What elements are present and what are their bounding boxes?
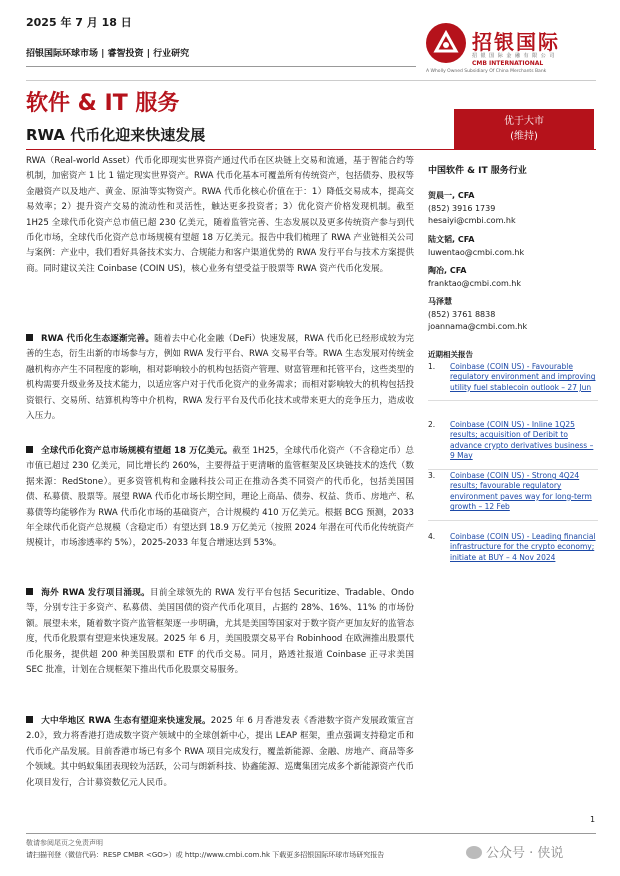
related-report-link[interactable]: Coinbase (COIN US) - Inline 1Q25 results; acquisition of Deribit to advance crypto derivatives business – 9 May <box>450 420 594 461</box>
related-report-item <box>428 471 600 521</box>
related-report-number: 3. <box>428 471 436 480</box>
analyst-name: 贺晨一, CFA <box>428 191 475 200</box>
section-heading: RWA 代币化生态逐渐完善。 <box>41 334 155 344</box>
analyst-email[interactable]: joannama@cmbi.com.hk <box>428 322 528 331</box>
related-report-number: 2. <box>428 420 436 429</box>
section-text: 随着去中心化金融（DeFi）快速发展，RWA 代币化已经形成较为完善的生态，衍生出新的市场参与方，例如 RWA 发行平台、RWA 交易平台等。RWA 生态发展对传统金融机构亦产生不同程度的影响，相对影响较小的机构包括资产管理、财富管理和托管平台，这些类型的机构需要升级业务及技术能力，以适应客户对于代币化资产的业务需求；而相对影响较大的机构包括投资银行、交易所、结算机构等中介机构，RWA 发行平台及代币化技术或带来更大的竞争压力，造成收入压力。 <box>26 334 414 422</box>
analyst-card <box>428 190 516 228</box>
section-greater-china <box>26 714 414 791</box>
rating-value: 优于大市 <box>504 116 544 127</box>
related-report-link[interactable]: Coinbase (COIN US) - Leading financial infrastructure for the crypto economy; initiate at BUY – 4 Nov 2024 <box>450 532 596 562</box>
wechat-icon <box>466 846 482 859</box>
section-heading: 海外 RWA 发行项目涌现。 <box>41 588 150 598</box>
section-text: 截至 1H25，全球代币化资产（不含稳定币）总市值已超过 230 亿美元，同比增长约 260%，主要得益于更清晰的监管框架及区块链技术的迭代（数据来源：RedStone）。更多资管机构和金融科技公司正在推动各类不同资产的代币化，包括美国国债、私募债、股票等。展望 RWA 代币化市场长期空间，理论上商品、债券、权益、货币、房地产、私募债等均能够作为 RWA 代币化市场的基础资产，合计规模约 410 万亿美元。根据 BCG 预测，2033 年全球代币化资产总规模（含稳定币）有望达到 18.9 万亿美元（按照 2024 年潜在可代币化传统资产规模计，市场渗透率约 5%），2025-2033 年复合增速达到 53%。 <box>26 446 414 549</box>
analyst-card <box>428 296 527 334</box>
analyst-card <box>428 234 524 259</box>
logo-subtitle-cn: 招 银 国 际 金 融 有 限 公 司 <box>472 53 556 59</box>
related-divider <box>428 520 598 521</box>
sector-title: 软件 & IT 服务 <box>26 91 180 116</box>
section-heading: 全球代币化资产总市场规模有望超 18 万亿美元。 <box>41 446 233 456</box>
section-text: 目前全球领先的 RWA 发行平台包括 Securitize、Tradable、Ondo 等，分别专注于多资产、私募债、美国国债的资产代币化项目，占据约 28%、16%、11% 的市场份额。展望未来，随着数字资产监管框架逐一步明确，尤其是美国等国家对于数字资产更加友好的监管态度，代币化股票有望迎来快速发展。2025 年 6 月，美国股票交易平台 Robinhood 在欧洲推出股票代币化服务，提供超 200 种美国股票和 ETF 的代币交易。同月，路透社报道 Coinbase 正寻求美国 SEC 批准，计划在合规框架下推出代币化股票交易服务。 <box>26 588 414 676</box>
related-report-item <box>428 532 600 563</box>
sidebar-title: 中国软件 & IT 服务行业 <box>428 166 527 176</box>
related-reports-title: 近期相关报告 <box>428 350 473 359</box>
bullet-icon <box>26 334 33 341</box>
related-report-item <box>428 362 600 401</box>
report-date: 2025 年 7 月 18 日 <box>26 16 132 29</box>
logo-tagline: A Wholly Owned Subsidiary Of China Merchants Bank <box>426 69 547 74</box>
related-report-link[interactable]: Coinbase (COIN US) - Strong 4Q24 results; favourable regulatory environment paves way for long-term growth – 12 Feb <box>450 471 592 512</box>
header-divider <box>26 66 416 67</box>
intro-paragraph: RWA（Real-world Asset）代币化即现实世界资产通过代币在区块链上交易和流通，基于智能合约等机制，加密资产 1 比 1 锚定现实世界资产。RWA 代币化基本可覆盖所有传统资产，包括债券、股权等金融资产以及地产、黄金、原油等实物资产。RWA 代币化核心价值在于：1）降低交易成本，提高交易效率；2）提升资产交易的流动性和灵活性，触达更多投资者；3）优化资产价格发现机制。截至 1H25 全球代币化资产总市值已超 230 亿美元，随着监管完善、生态发展以及更多传统资产参与到代币化市场，全球代币化资产总市场规模有望超 18 万亿美元。报告中我们梳理了 RWA 产业链相关公司与案例：产业中，我们看好具备技术实力、合规能力和客户渠道优势的 RWA 发行平台与技术方案提供商。同时建议关注 Coinbase (COIN US)，核心业务有望受益于股票等 RWA 资产代币化发展。 <box>26 156 414 274</box>
page-number: 1 <box>590 815 596 824</box>
title-divider <box>26 149 596 150</box>
footer-disclaimer: 敬请参阅尾页之免责声明 <box>26 839 103 847</box>
footer-divider <box>26 833 596 834</box>
related-divider <box>428 469 598 470</box>
related-report-number: 1. <box>428 362 436 371</box>
analyst-phone: (852) 3761 8838 <box>428 309 496 319</box>
section-text: 2025 年 6 月香港发表《香港数字资产发展政策宣言 2.0》，致力将香港打造成数字资产领域中的全球创新中心，提出 LEAP 框架，重点强调支持稳定币和代币化产品发展。目前香港市场已有多个 RWA 项目完成发行，覆盖新能源、金融、房地产、商品等多个领域。其中蚂蚁集团表现较为活跃，公司与朗新科技、协鑫能源、巡鹰集团完成多个新能源资产代币化项目发行，合计募资数亿元人民币。 <box>26 716 414 788</box>
watermark-text: 公众号 · 侠说 <box>486 846 564 861</box>
bullet-icon <box>26 588 33 595</box>
analyst-name: 马泽慧 <box>428 297 452 306</box>
watermark <box>466 842 563 861</box>
analyst-name: 陶冶, CFA <box>428 266 467 275</box>
cmbi-logo-icon <box>426 23 466 63</box>
rating-status: (维持) <box>510 131 538 142</box>
section-market-size <box>26 444 414 552</box>
bullet-icon <box>26 446 33 453</box>
related-report-link[interactable]: Coinbase (COIN US) - Favourable regulatory environment and improving utility fuel stablecoin outlook – 27 Jun <box>450 362 596 392</box>
report-title: RWA 代币化迎来快速发展 <box>26 126 206 144</box>
analyst-card <box>428 265 521 290</box>
analyst-phone: (852) 3916 1739 <box>428 203 496 213</box>
logo-name-en: CMB INTERNATIONAL <box>472 60 544 67</box>
logo-name-cn: 招银国际 <box>472 30 560 54</box>
section-overseas <box>26 586 414 678</box>
related-report-number: 4. <box>428 532 436 541</box>
footer-download-note: 请扫描刊登（微信代码：RESP CMBR <GO>）或 http://www.cmbi.com.hk 下载更多招银国际环球市场研究报告 <box>26 851 385 859</box>
section-heading: 大中华地区 RWA 生态有望迎来快速发展。 <box>41 716 211 726</box>
analyst-email[interactable]: franktao@cmbi.com.hk <box>428 278 522 288</box>
related-report-item <box>428 420 600 470</box>
analyst-name: 陆文韬, CFA <box>428 235 475 244</box>
analyst-email[interactable]: luwentao@cmbi.com.hk <box>428 247 525 257</box>
analyst-email[interactable]: hesaiyi@cmbi.com.hk <box>428 216 516 225</box>
bullet-icon <box>26 716 33 723</box>
header-divider-2 <box>26 80 596 81</box>
related-divider <box>428 400 598 401</box>
rating-badge <box>454 109 594 149</box>
breadcrumb: 招银国际环球市场 | 睿智投资 | 行业研究 <box>26 49 190 59</box>
section-ecosystem <box>26 332 414 424</box>
